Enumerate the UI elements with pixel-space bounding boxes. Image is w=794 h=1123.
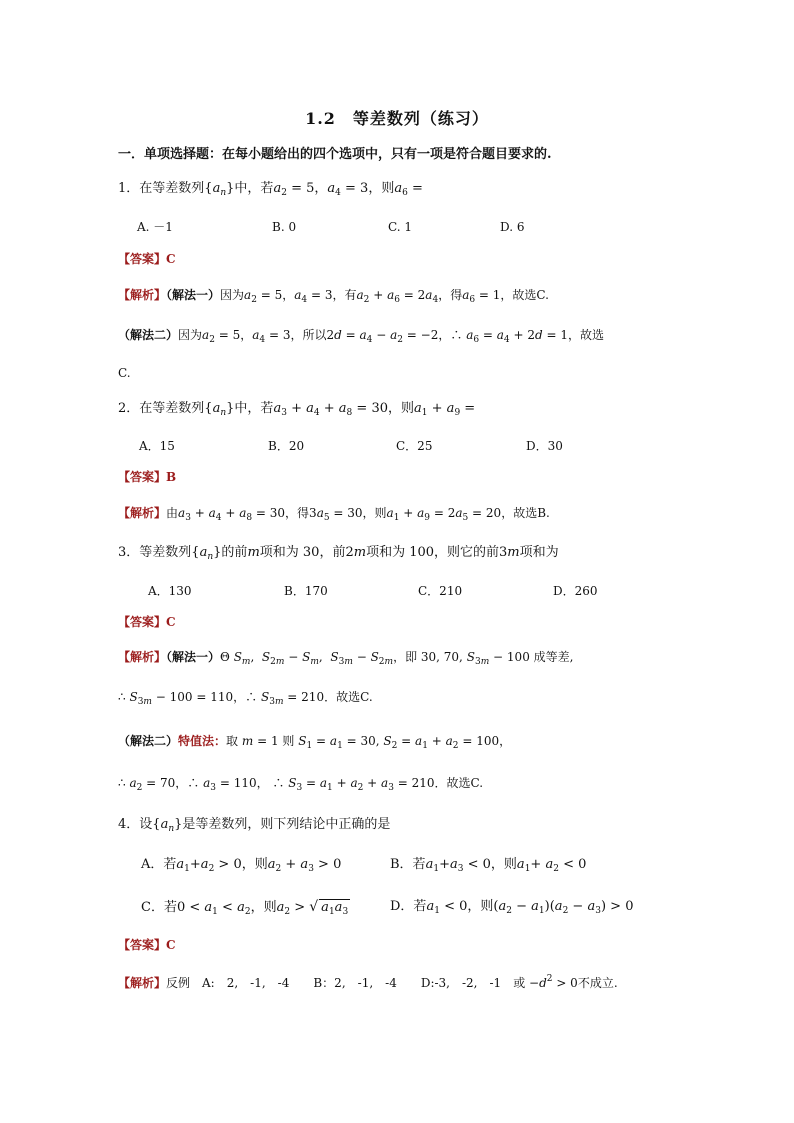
q1-solution-1: 【解析】（解法一）因为$a_2 = 5$，$a_4 = 3$，有$a_2 + a_6 = 2a_4$，得$a_6 = 1$，故选C. [118, 288, 549, 305]
question-4: 4．设$\{a_n\}$是等差数列，则下列结论中正确的是 [118, 817, 391, 834]
q4-option-d: D．若$a_1 < 0$，则$(a_2 - a_1)(a_2 - a_3) > 0$ [390, 899, 634, 916]
q1-solution-2: （解法二）因为$a_2 = 5$，$a_4 = 3$，所以$2d = a_4 - a_2 = -2$，∴ $a_6 = a_4 + 2d = 1$，故选 [118, 328, 605, 345]
q3-option-a: A．130 [148, 584, 192, 598]
page-title: 1.2 等差数列（练习） [305, 109, 489, 128]
q1-solution-2-end: C. [118, 366, 131, 380]
q3-option-d: D．260 [553, 584, 598, 598]
q1-option-a: A. －1 [137, 220, 173, 234]
q3-option-b: B．170 [284, 584, 328, 598]
q3-solution-1: 【解析】（解法一）Θ $S_m$, $S_{2m} - S_m$, $S_{3m} - S_{2m}$，即 30, 70, $S_{3m} - 100$ 成等差, [118, 650, 574, 667]
q3-solution-1-line2: ∴ $S_{3m} - 100 = 110$，∴ $S_{3m} = 210$．故选C. [118, 690, 373, 707]
q2-option-b: B．20 [268, 439, 305, 453]
q4-option-b: B．若$a_1+a_3 < 0$，则$a_1+ a_2 < 0$ [390, 857, 587, 874]
question-2: 2．在等差数列$\{a_n\}$中，若$a_3 + a_4 + a_8 = 30$，则$a_1 + a_9$ = [118, 401, 476, 418]
q3-option-c: C．210 [418, 584, 463, 598]
q3-answer: 【答案】C [118, 615, 176, 629]
q3-solution-2-line2: ∴ $a_2 = 70$，∴ $a_3 = 110$， ∴ $S_3 = a_1 + a_2 + a_3 = 210$．故选C. [118, 776, 484, 793]
q1-option-d: D. 6 [500, 220, 525, 234]
q2-option-d: D．30 [526, 439, 563, 453]
question-3: 3．等差数列$\{a_n\}$的前m项和为 30，前2m项和为 100，则它的前3m项和为 [118, 545, 559, 562]
q1-option-b: B. 0 [272, 220, 297, 234]
q4-option-c: C．若$0 < a_1 < a_2$，则$a_2$ > √ $a_1a_3$ [141, 899, 349, 917]
q2-option-c: C．25 [396, 439, 433, 453]
section-heading: 一．单项选择题：在每小题给出的四个选项中，只有一项是符合题目要求的. [118, 147, 552, 162]
q3-solution-2: （解法二）特值法：取 m = 1 则 $S_1 = a_1 = 30$, $S_2 = a_1 + a_2 = 100$， [118, 734, 512, 751]
q1-option-c: C. 1 [388, 220, 413, 234]
q4-solution: 【解析】反例 A: 2, -1, -4 B：2, -1, -4 D:-3, -2, -1 或 $-d^2 > 0$不成立. [118, 974, 618, 990]
q4-answer: 【答案】C [118, 938, 176, 952]
q1-answer: 【答案】C [118, 252, 176, 266]
q2-option-a: A．15 [139, 439, 175, 453]
q2-answer: 【答案】B [118, 470, 177, 484]
question-1: 1．在等差数列$\{a_n\}$中，若$a_2 = 5$，$a_4 = 3$，则$a_6$ = [118, 181, 423, 198]
q4-option-a: A．若$a_1+a_2 > 0$，则$a_2 + a_3 > 0$ [141, 857, 342, 874]
q2-solution: 【解析】由$a_3 + a_4 + a_8 = 30$，得$3a_5 = 30$，则$a_1 + a_9 = 2a_5 = 20$，故选B. [118, 506, 550, 523]
